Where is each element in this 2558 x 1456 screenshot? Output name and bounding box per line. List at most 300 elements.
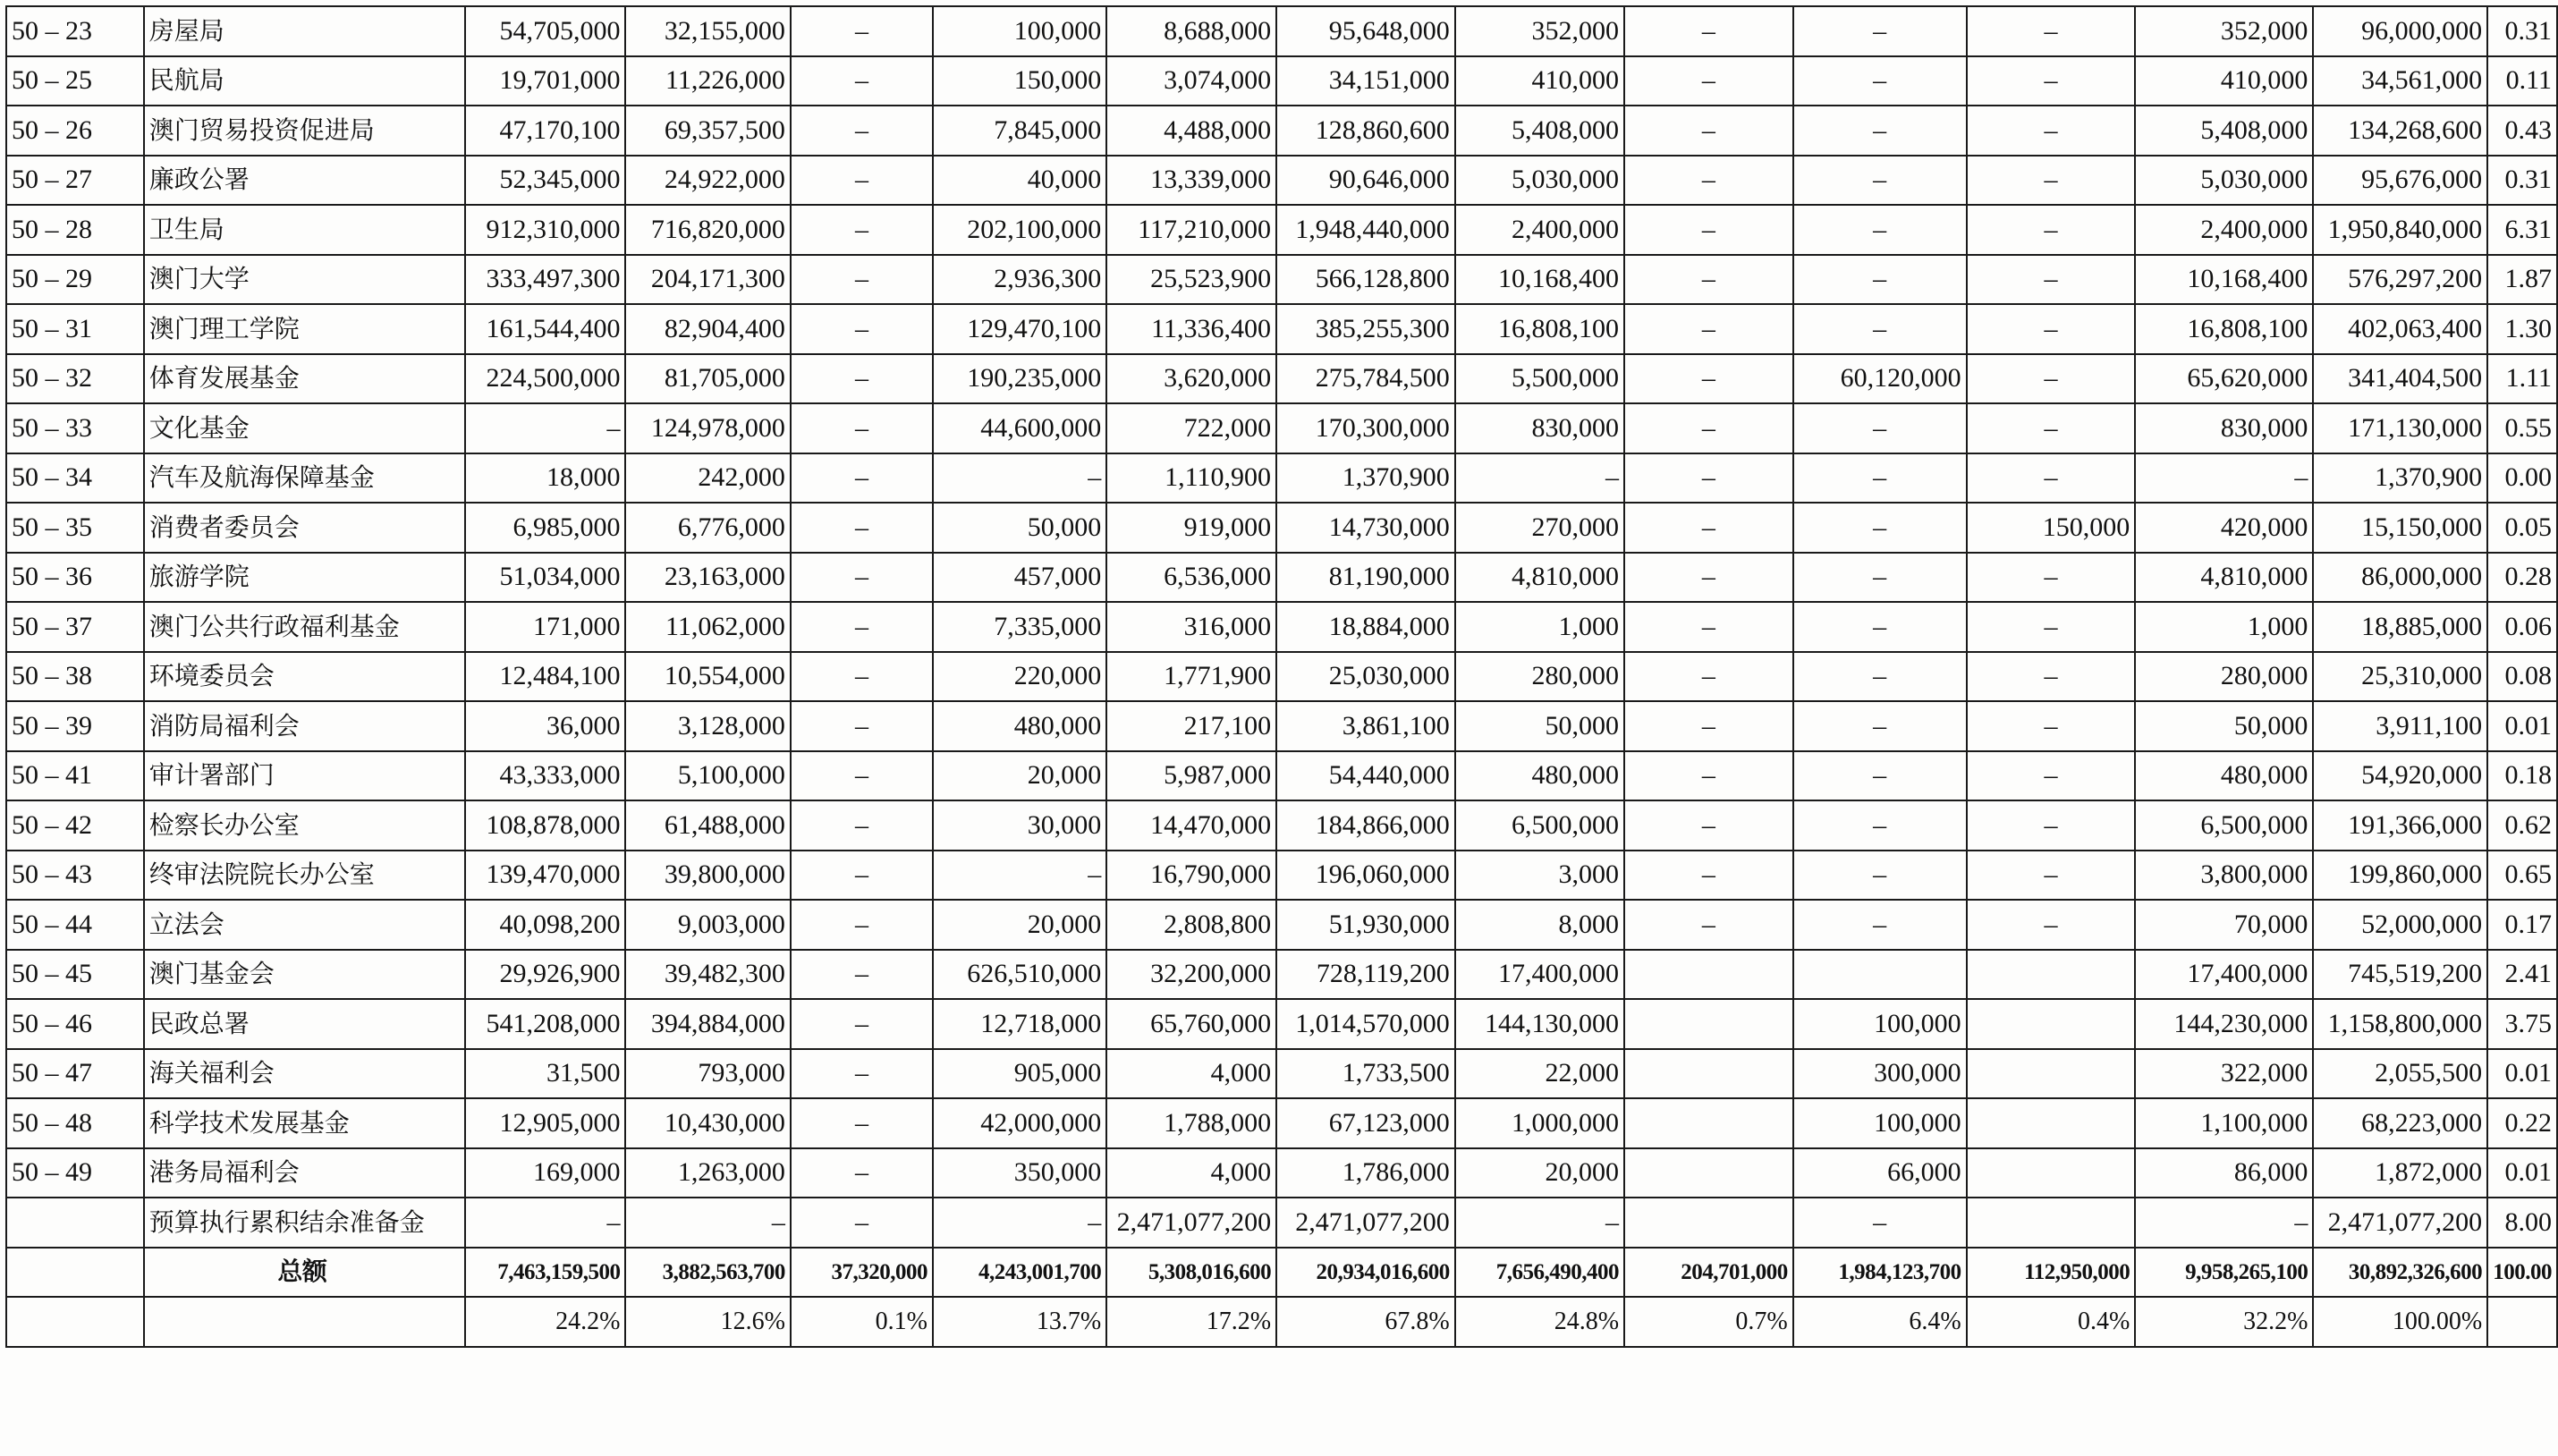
cell-col-13: 0.17: [2487, 900, 2557, 950]
cell-col-2: 6,776,000: [625, 503, 790, 553]
cell-col-1: 19,701,000: [465, 56, 626, 106]
cell-col-1: 29,926,900: [465, 950, 626, 1000]
row-name: 旅游学院: [144, 553, 465, 603]
cell-col-6: 275,784,500: [1276, 354, 1455, 404]
cell-col-10: –: [1967, 156, 2136, 206]
table-row: [6, 1098, 2557, 1148]
cell-col-2: 69,357,500: [625, 106, 790, 156]
cell-col-13: 0.18: [2487, 751, 2557, 801]
cell-col-1: 51,034,000: [465, 553, 626, 603]
cell-col-11: 4,810,000: [2135, 553, 2313, 603]
cell-col-2: 716,820,000: [625, 205, 790, 255]
cell-col-13: 1.11: [2487, 354, 2557, 404]
row-name: 卫生局: [144, 205, 465, 255]
table-row: [6, 453, 2557, 504]
cell-col-4: 350,000: [933, 1148, 1106, 1198]
cell-col-10: –: [1967, 6, 2136, 56]
cell-col-6: 95,648,000: [1276, 6, 1455, 56]
cell-col-13: 0.01: [2487, 1148, 2557, 1198]
cell-col-12: 68,223,000: [2313, 1098, 2487, 1148]
table-row: [6, 999, 2557, 1049]
cell-col-7: 5,500,000: [1455, 354, 1624, 404]
cell-col-3: –: [791, 751, 933, 801]
cell-col-3: –: [791, 701, 933, 751]
cell-col-12: 1,370,900: [2313, 453, 2487, 504]
cell-col-7: 5,408,000: [1455, 106, 1624, 156]
cell-col-10: –: [1967, 851, 2136, 901]
cell-col-11: 352,000: [2135, 6, 2313, 56]
cell-col-3: –: [791, 950, 933, 1000]
cell-col-9: 66,000: [1793, 1148, 1967, 1198]
row-code: 50 – 34: [6, 453, 144, 504]
cell-col-7: 280,000: [1455, 652, 1624, 702]
cell-col-4: 44,600,000: [933, 403, 1106, 453]
cell-col-4: 202,100,000: [933, 205, 1106, 255]
cell-col-4: –: [933, 453, 1106, 504]
cell-col-3: 0.1%: [791, 1297, 933, 1347]
row-code: 50 – 45: [6, 950, 144, 1000]
row-code: 50 – 37: [6, 602, 144, 652]
cell-col-2: 11,062,000: [625, 602, 790, 652]
cell-col-2: 1,263,000: [625, 1148, 790, 1198]
cell-col-9: 60,120,000: [1793, 354, 1967, 404]
table-row: [6, 900, 2557, 950]
cell-col-11: 9,958,265,100: [2135, 1248, 2313, 1298]
cell-col-12: 30,892,326,600: [2313, 1248, 2487, 1298]
cell-col-5: 722,000: [1106, 403, 1276, 453]
cell-col-7: 8,000: [1455, 900, 1624, 950]
cell-col-2: 3,128,000: [625, 701, 790, 751]
cell-col-6: 67,123,000: [1276, 1098, 1455, 1148]
cell-col-8: –: [1624, 602, 1793, 652]
cell-col-5: 2,471,077,200: [1106, 1198, 1276, 1248]
cell-col-2: 81,705,000: [625, 354, 790, 404]
row-code: 50 – 38: [6, 652, 144, 702]
row-name: [144, 1297, 465, 1347]
cell-col-13: 3.75: [2487, 999, 2557, 1049]
cell-col-2: 23,163,000: [625, 553, 790, 603]
cell-col-8: –: [1624, 304, 1793, 354]
cell-col-1: 52,345,000: [465, 156, 626, 206]
percent-row: [6, 1297, 2557, 1347]
cell-col-5: 2,808,800: [1106, 900, 1276, 950]
row-name: 消费者委员会: [144, 503, 465, 553]
cell-col-2: 39,800,000: [625, 851, 790, 901]
cell-col-1: 7,463,159,500: [465, 1248, 626, 1298]
cell-col-13: [2487, 1297, 2557, 1347]
cell-col-2: 24,922,000: [625, 156, 790, 206]
cell-col-9: –: [1793, 800, 1967, 851]
cell-col-4: 4,243,001,700: [933, 1248, 1106, 1298]
cell-col-11: 410,000: [2135, 56, 2313, 106]
cell-col-12: 52,000,000: [2313, 900, 2487, 950]
cell-col-6: 196,060,000: [1276, 851, 1455, 901]
cell-col-11: 3,800,000: [2135, 851, 2313, 901]
cell-col-7: 4,810,000: [1455, 553, 1624, 603]
cell-col-3: –: [791, 56, 933, 106]
cell-col-4: 129,470,100: [933, 304, 1106, 354]
cell-col-12: 745,519,200: [2313, 950, 2487, 1000]
cell-col-3: –: [791, 602, 933, 652]
cell-col-3: –: [791, 652, 933, 702]
cell-col-12: 100.00%: [2313, 1297, 2487, 1347]
cell-col-5: 316,000: [1106, 602, 1276, 652]
cell-col-12: 1,872,000: [2313, 1148, 2487, 1198]
cell-col-1: 224,500,000: [465, 354, 626, 404]
cell-col-8: –: [1624, 751, 1793, 801]
cell-col-7: –: [1455, 453, 1624, 504]
row-name: 廉政公署: [144, 156, 465, 206]
cell-col-6: 67.8%: [1276, 1297, 1455, 1347]
row-code: 50 – 43: [6, 851, 144, 901]
cell-col-10: –: [1967, 800, 2136, 851]
cell-col-1: 6,985,000: [465, 503, 626, 553]
cell-col-6: 34,151,000: [1276, 56, 1455, 106]
row-code: 50 – 44: [6, 900, 144, 950]
cell-col-10: –: [1967, 304, 2136, 354]
cell-col-2: 10,430,000: [625, 1098, 790, 1148]
cell-col-2: 39,482,300: [625, 950, 790, 1000]
cell-col-13: 0.00: [2487, 453, 2557, 504]
cell-col-1: –: [465, 403, 626, 453]
cell-col-7: 270,000: [1455, 503, 1624, 553]
cell-col-12: 54,920,000: [2313, 751, 2487, 801]
cell-col-7: 16,808,100: [1455, 304, 1624, 354]
cell-col-9: –: [1793, 255, 1967, 305]
cell-col-8: –: [1624, 354, 1793, 404]
cell-col-3: –: [791, 900, 933, 950]
row-name: 预算执行累积结余准备金: [144, 1198, 465, 1248]
cell-col-9: –: [1793, 205, 1967, 255]
row-name: 体育发展基金: [144, 354, 465, 404]
cell-col-13: 0.11: [2487, 56, 2557, 106]
cell-col-9: 300,000: [1793, 1049, 1967, 1099]
cell-col-3: –: [791, 800, 933, 851]
cell-col-5: 1,110,900: [1106, 453, 1276, 504]
cell-col-10: –: [1967, 652, 2136, 702]
cell-col-2: 242,000: [625, 453, 790, 504]
cell-col-5: 65,760,000: [1106, 999, 1276, 1049]
cell-col-1: 12,484,100: [465, 652, 626, 702]
cell-col-7: –: [1455, 1198, 1624, 1248]
row-name: 民政总署: [144, 999, 465, 1049]
cell-col-9: 100,000: [1793, 999, 1967, 1049]
cell-col-5: 13,339,000: [1106, 156, 1276, 206]
cell-col-3: –: [791, 156, 933, 206]
cell-col-2: –: [625, 1198, 790, 1248]
table-row: [6, 1198, 2557, 1248]
cell-col-4: 905,000: [933, 1049, 1106, 1099]
row-code: 50 – 41: [6, 751, 144, 801]
cell-col-9: –: [1793, 156, 1967, 206]
cell-col-5: 5,308,016,600: [1106, 1248, 1276, 1298]
cell-col-8: –: [1624, 156, 1793, 206]
cell-col-8: –: [1624, 205, 1793, 255]
cell-col-2: 9,003,000: [625, 900, 790, 950]
cell-col-3: –: [791, 1098, 933, 1148]
cell-col-7: 17,400,000: [1455, 950, 1624, 1000]
cell-col-6: 170,300,000: [1276, 403, 1455, 453]
cell-col-8: [1624, 1049, 1793, 1099]
cell-col-4: 220,000: [933, 652, 1106, 702]
row-code: 50 – 46: [6, 999, 144, 1049]
cell-col-10: [1967, 950, 2136, 1000]
cell-col-1: 108,878,000: [465, 800, 626, 851]
cell-col-12: 199,860,000: [2313, 851, 2487, 901]
cell-col-11: 70,000: [2135, 900, 2313, 950]
cell-col-7: 6,500,000: [1455, 800, 1624, 851]
cell-col-11: 10,168,400: [2135, 255, 2313, 305]
cell-col-10: –: [1967, 453, 2136, 504]
cell-col-9: [1793, 950, 1967, 1000]
cell-col-6: 3,861,100: [1276, 701, 1455, 751]
cell-col-10: –: [1967, 751, 2136, 801]
cell-col-6: 1,948,440,000: [1276, 205, 1455, 255]
cell-col-10: [1967, 1049, 2136, 1099]
row-code: 50 – 27: [6, 156, 144, 206]
cell-col-10: 112,950,000: [1967, 1248, 2136, 1298]
cell-col-5: 3,074,000: [1106, 56, 1276, 106]
cell-col-1: 24.2%: [465, 1297, 626, 1347]
cell-col-3: –: [791, 851, 933, 901]
cell-col-10: [1967, 1098, 2136, 1148]
cell-col-9: –: [1793, 900, 1967, 950]
cell-col-10: –: [1967, 354, 2136, 404]
cell-col-4: 7,845,000: [933, 106, 1106, 156]
cell-col-7: 352,000: [1455, 6, 1624, 56]
cell-col-1: 36,000: [465, 701, 626, 751]
row-code: 50 – 23: [6, 6, 144, 56]
cell-col-12: 576,297,200: [2313, 255, 2487, 305]
cell-col-13: 100.00: [2487, 1248, 2557, 1298]
cell-col-4: 50,000: [933, 503, 1106, 553]
row-name: 房屋局: [144, 6, 465, 56]
cell-col-4: 2,936,300: [933, 255, 1106, 305]
cell-col-11: 144,230,000: [2135, 999, 2313, 1049]
cell-col-4: 42,000,000: [933, 1098, 1106, 1148]
cell-col-5: 17.2%: [1106, 1297, 1276, 1347]
cell-col-3: –: [791, 503, 933, 553]
cell-col-2: 12.6%: [625, 1297, 790, 1347]
cell-col-3: –: [791, 1148, 933, 1198]
cell-col-12: 3,911,100: [2313, 701, 2487, 751]
cell-col-9: 6.4%: [1793, 1297, 1967, 1347]
cell-col-12: 86,000,000: [2313, 553, 2487, 603]
row-code: 50 – 36: [6, 553, 144, 603]
cell-col-11: 5,408,000: [2135, 106, 2313, 156]
cell-col-5: 16,790,000: [1106, 851, 1276, 901]
cell-col-13: 6.31: [2487, 205, 2557, 255]
cell-col-2: 5,100,000: [625, 751, 790, 801]
row-code: 50 – 48: [6, 1098, 144, 1148]
cell-col-3: –: [791, 255, 933, 305]
cell-col-11: 65,620,000: [2135, 354, 2313, 404]
cell-col-7: 2,400,000: [1455, 205, 1624, 255]
cell-col-1: 40,098,200: [465, 900, 626, 950]
table-row: [6, 602, 2557, 652]
cell-col-10: –: [1967, 701, 2136, 751]
cell-col-3: –: [791, 453, 933, 504]
total-row: [6, 1248, 2557, 1298]
cell-col-9: –: [1793, 106, 1967, 156]
table-row: [6, 553, 2557, 603]
row-code: 50 – 42: [6, 800, 144, 851]
row-name: 港务局福利会: [144, 1148, 465, 1198]
cell-col-4: –: [933, 851, 1106, 901]
cell-col-10: –: [1967, 56, 2136, 106]
cell-col-5: 25,523,900: [1106, 255, 1276, 305]
cell-col-2: 204,171,300: [625, 255, 790, 305]
table-row: [6, 156, 2557, 206]
cell-col-8: –: [1624, 6, 1793, 56]
table-row: [6, 403, 2557, 453]
cell-col-6: 1,786,000: [1276, 1148, 1455, 1198]
cell-col-7: 50,000: [1455, 701, 1624, 751]
cell-col-3: –: [791, 553, 933, 603]
cell-col-13: 8.00: [2487, 1198, 2557, 1248]
cell-col-7: 144,130,000: [1455, 999, 1624, 1049]
cell-col-9: –: [1793, 403, 1967, 453]
cell-col-7: 410,000: [1455, 56, 1624, 106]
cell-col-9: –: [1793, 56, 1967, 106]
cell-col-9: –: [1793, 652, 1967, 702]
cell-col-2: 394,884,000: [625, 999, 790, 1049]
table-row: [6, 800, 2557, 851]
row-code: 50 – 29: [6, 255, 144, 305]
cell-col-1: 912,310,000: [465, 205, 626, 255]
cell-col-4: 12,718,000: [933, 999, 1106, 1049]
row-name: 立法会: [144, 900, 465, 950]
cell-col-1: 31,500: [465, 1049, 626, 1099]
cell-col-7: 480,000: [1455, 751, 1624, 801]
row-name: 海关福利会: [144, 1049, 465, 1099]
cell-col-9: –: [1793, 1198, 1967, 1248]
cell-col-11: 280,000: [2135, 652, 2313, 702]
row-code: 50 – 26: [6, 106, 144, 156]
row-code: [6, 1248, 144, 1298]
cell-col-12: 96,000,000: [2313, 6, 2487, 56]
cell-col-12: 15,150,000: [2313, 503, 2487, 553]
cell-col-13: 0.22: [2487, 1098, 2557, 1148]
row-code: 50 – 25: [6, 56, 144, 106]
cell-col-10: –: [1967, 900, 2136, 950]
cell-col-8: 204,701,000: [1624, 1248, 1793, 1298]
cell-col-12: 2,471,077,200: [2313, 1198, 2487, 1248]
cell-col-12: 402,063,400: [2313, 304, 2487, 354]
row-name: 终审法院院长办公室: [144, 851, 465, 901]
cell-col-7: 830,000: [1455, 403, 1624, 453]
table-row: [6, 354, 2557, 404]
table-row: [6, 205, 2557, 255]
cell-col-13: 0.06: [2487, 602, 2557, 652]
cell-col-4: 190,235,000: [933, 354, 1106, 404]
row-code: 50 – 47: [6, 1049, 144, 1099]
row-name: 民航局: [144, 56, 465, 106]
cell-col-13: 0.05: [2487, 503, 2557, 553]
cell-col-11: 6,500,000: [2135, 800, 2313, 851]
cell-col-8: –: [1624, 851, 1793, 901]
cell-col-3: –: [791, 1198, 933, 1248]
cell-col-6: 14,730,000: [1276, 503, 1455, 553]
cell-col-7: 3,000: [1455, 851, 1624, 901]
cell-col-2: 61,488,000: [625, 800, 790, 851]
table-row: [6, 652, 2557, 702]
budget-table: [5, 5, 2558, 1348]
cell-col-5: 919,000: [1106, 503, 1276, 553]
cell-col-10: –: [1967, 403, 2136, 453]
cell-col-1: 18,000: [465, 453, 626, 504]
cell-col-12: 191,366,000: [2313, 800, 2487, 851]
table-row: [6, 701, 2557, 751]
row-name: 澳门大学: [144, 255, 465, 305]
row-code: 50 – 28: [6, 205, 144, 255]
row-code: 50 – 39: [6, 701, 144, 751]
cell-col-11: 5,030,000: [2135, 156, 2313, 206]
cell-col-8: –: [1624, 503, 1793, 553]
cell-col-5: 4,488,000: [1106, 106, 1276, 156]
row-name: 科学技术发展基金: [144, 1098, 465, 1148]
cell-col-13: 0.08: [2487, 652, 2557, 702]
cell-col-9: 1,984,123,700: [1793, 1248, 1967, 1298]
cell-col-8: –: [1624, 800, 1793, 851]
cell-col-5: 4,000: [1106, 1148, 1276, 1198]
cell-col-1: 139,470,000: [465, 851, 626, 901]
cell-col-8: –: [1624, 553, 1793, 603]
table-row: [6, 751, 2557, 801]
row-code: 50 – 31: [6, 304, 144, 354]
cell-col-6: 128,860,600: [1276, 106, 1455, 156]
cell-col-12: 171,130,000: [2313, 403, 2487, 453]
cell-col-3: 37,320,000: [791, 1248, 933, 1298]
cell-col-7: 20,000: [1455, 1148, 1624, 1198]
cell-col-11: 16,808,100: [2135, 304, 2313, 354]
cell-col-11: 1,100,000: [2135, 1098, 2313, 1148]
cell-col-12: 1,158,800,000: [2313, 999, 2487, 1049]
cell-col-9: 100,000: [1793, 1098, 1967, 1148]
cell-col-11: 17,400,000: [2135, 950, 2313, 1000]
cell-col-13: 0.31: [2487, 6, 2557, 56]
cell-col-3: –: [791, 354, 933, 404]
cell-col-1: 171,000: [465, 602, 626, 652]
cell-col-11: 86,000: [2135, 1148, 2313, 1198]
cell-col-4: 457,000: [933, 553, 1106, 603]
cell-col-7: 1,000: [1455, 602, 1624, 652]
cell-col-9: –: [1793, 751, 1967, 801]
cell-col-4: 480,000: [933, 701, 1106, 751]
cell-col-10: 150,000: [1967, 503, 2136, 553]
table-row: [6, 851, 2557, 901]
table-row: [6, 950, 2557, 1000]
row-name: 环境委员会: [144, 652, 465, 702]
cell-col-5: 1,771,900: [1106, 652, 1276, 702]
row-name: 澳门公共行政福利基金: [144, 602, 465, 652]
row-code: 50 – 35: [6, 503, 144, 553]
cell-col-4: 40,000: [933, 156, 1106, 206]
cell-col-13: 0.55: [2487, 403, 2557, 453]
cell-col-8: 0.7%: [1624, 1297, 1793, 1347]
cell-col-11: 50,000: [2135, 701, 2313, 751]
cell-col-13: 1.30: [2487, 304, 2557, 354]
cell-col-12: 18,885,000: [2313, 602, 2487, 652]
cell-col-6: 1,014,570,000: [1276, 999, 1455, 1049]
cell-col-8: [1624, 950, 1793, 1000]
cell-col-5: 3,620,000: [1106, 354, 1276, 404]
cell-col-13: 1.87: [2487, 255, 2557, 305]
row-code: [6, 1297, 144, 1347]
cell-col-7: 7,656,490,400: [1455, 1248, 1624, 1298]
cell-col-9: –: [1793, 503, 1967, 553]
cell-col-10: –: [1967, 106, 2136, 156]
